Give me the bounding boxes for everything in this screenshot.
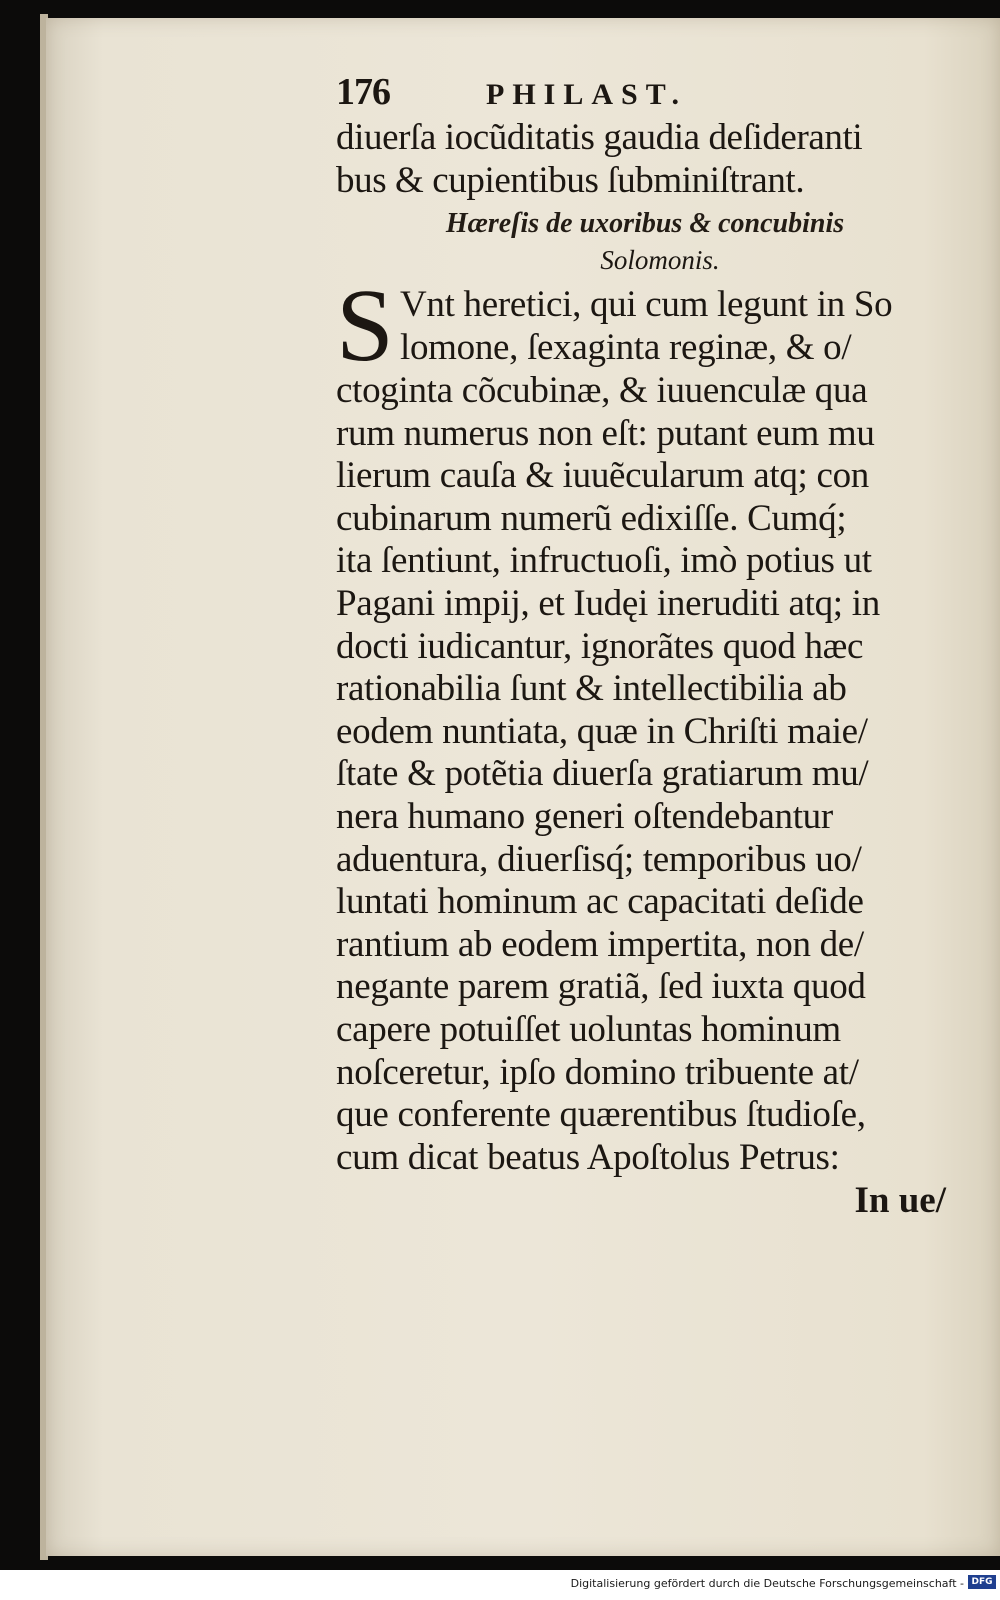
text-line: diuerſa iocũditatis gaudia deſideranti — [336, 117, 863, 158]
text-block — [336, 70, 954, 1223]
text-line: aduentura, diuerſisq́; temporibus uo/ — [336, 838, 862, 880]
text-line: Vnt heretici, qui cum legunt in So — [400, 284, 893, 325]
text-line: docti iudicantur, ignorãtes quod hæc — [336, 625, 864, 667]
dfg-logo: DFG — [968, 1575, 996, 1589]
text-line: rantium ab eodem impertita, non de/ — [336, 923, 864, 965]
text-line: cum dicat beatus Apoſtolus Petrus: — [336, 1136, 840, 1178]
text-line: rum numerus non eſt: putant eum mu — [336, 412, 875, 454]
running-head: PHILAST. — [486, 78, 687, 111]
text-line: ctoginta cõcubinæ, & iuuenculæ qua — [336, 370, 868, 411]
text-line: ſtate & potẽtia diuerſa gratiarum mu/ — [336, 753, 869, 795]
section-heading-line2: Solomonis. — [600, 245, 720, 275]
text-line: rationabilia ſunt & intellectibilia ab — [336, 668, 847, 710]
body-text — [336, 370, 954, 1179]
text-line: noſceretur, ipſo domino tribuente at/ — [336, 1051, 859, 1093]
text-line: que conferente quærentibus ſtudioſe, — [336, 1094, 866, 1136]
text-line: negante parem gratiã, ſed iuxta quod — [336, 966, 866, 1008]
text-line: luntati hominum ac capacitati deſide — [336, 881, 864, 923]
page-header — [336, 70, 954, 116]
text-line: ita ſentiunt, infructuoſi, imò potius ut — [336, 540, 872, 582]
text-line: lomone, ſexaginta reginæ, & o/ — [400, 326, 852, 368]
funding-credit: Digitalisierung gefördert durch die Deutsche Forschungsgemeinschaft - — [570, 1577, 964, 1590]
text-line: capere potuiſſet uoluntas hominum — [336, 1008, 841, 1050]
text-line: bus & cupientibus ſubminiſtrant. — [336, 160, 805, 201]
digitization-footer — [0, 1570, 1000, 1600]
text-line: cubinarum numerũ edixiſſe. Cumq́; — [336, 497, 847, 539]
text-line: Pagani impij, et Iudęi ineruditi atq; in — [336, 582, 880, 624]
dropcap-lines — [400, 284, 954, 370]
drop-capital: S — [336, 268, 394, 383]
text-line: lierum cauſa & iuuẽcularum atq; con — [336, 455, 869, 497]
text-line: nera humano generi oſtendebantur — [336, 795, 833, 837]
catchword: In ue/ — [854, 1180, 946, 1222]
page-number: 176 — [336, 71, 390, 113]
text-line: eodem nuntiata, quæ in Chriſti maie/ — [336, 710, 868, 752]
paragraph-opening — [336, 268, 954, 383]
section-heading: Hæreſis de uxoribus & concubinis — [445, 208, 845, 239]
